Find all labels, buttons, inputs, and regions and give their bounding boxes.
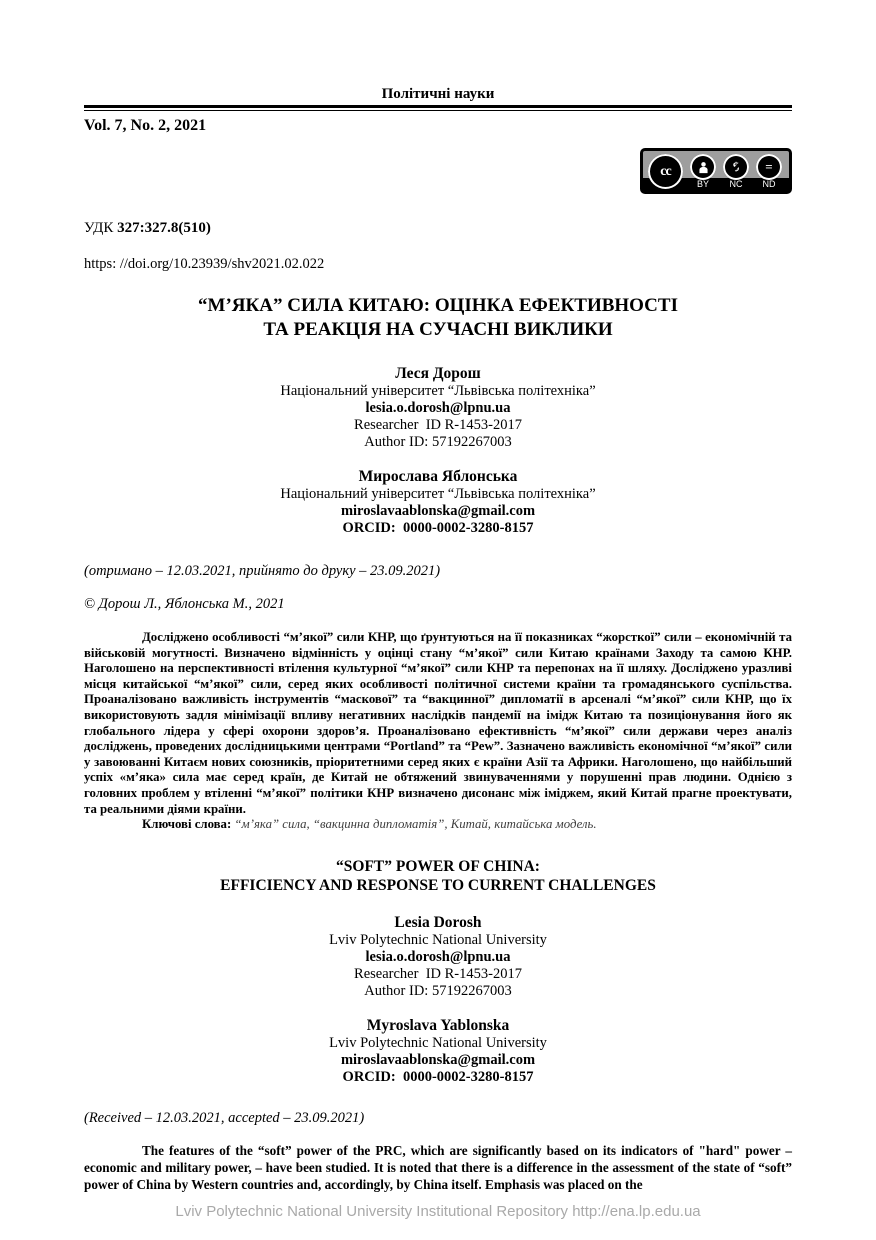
author-id: Author ID: 57192267003 [364, 982, 512, 999]
author-name: Мирослава Яблонська [358, 468, 518, 485]
cc-by-label: BY [696, 179, 709, 189]
author-affiliation: Національний університет “Львівська політехніка” [280, 486, 596, 502]
author-id: Author ID: 57192267003 [364, 434, 512, 450]
cc-nd-icon [756, 154, 782, 180]
cc-nc-label: NC [729, 179, 743, 189]
received-dates-uk: (отримано – 12.03.2021, прийнято до друку – 23.09.2021) [84, 563, 441, 579]
person-icon [696, 160, 711, 175]
keywords-label: Ключові слова: [142, 817, 235, 832]
author-affiliation: Національний університет “Львівська політехніка” [280, 383, 596, 399]
author-researcher-id: Researcher ID R-1453-2017 [354, 417, 522, 433]
author-block-uk-2 [84, 467, 792, 537]
author-name: Myroslava Yablonska [366, 1016, 510, 1034]
article-title-uk-line2: ТА РЕАКЦІЯ НА СУЧАСНІ ВИКЛИКИ [263, 319, 613, 340]
author-researcher-id: Researcher ID R-1453-2017 [354, 965, 522, 982]
article-title-en [84, 857, 792, 895]
article-title-en-line2: EFFICIENCY AND RESPONSE TO CURRENT CHALLENGES [220, 876, 656, 894]
abstract-uk: Досліджено особливості “м’якої” сили КНР, що ґрунтуються на її показниках “жорсткої” сили – економічній та військовій могутності. Визначено відмінність у оцінці стану “м’якої” сили Китаю країнами Заходу та самою КНР. Наголошено на перспективності втілення культурної “м’якої” сили КНР та перепонах на її шляху. Досліджено уразливі місця китайської “м’якої” сили, серед яких особливості політичної системи країни та громадянського суспільства. Проаналізовано важливість інструментів “маскової” та “вакцинної” дипломатії в арсеналі “м’якої” сили КНР, що їх використовують задля мінімізації впливу негативних наслідків пандемії на імідж Китаю та позиціонування його як глобального лідера у сфері охорони здоров’я. Проаналізовано ефективність “м’якої” сили держави через аналіз досліджень, проведених дослідницькими центрами “Portland” та “Pew”. Зазначено важливість економічної “м’якої” сили у завоюванні Китаєм нових союзників, пріоритетними серед яких є країни Азії та Африки. Наголошено, що найбільший успіх «м’яка» сила має серед країн, де Китай не обтяжений звинуваченнями у порушенні прав людини. Однією з головних проблем у втіленні “м’якої” політики КНР визначено дисонанс між іміджем, який Китай прагне проектувати, та реальними діями країни. [84, 630, 792, 816]
abstract-en: The features of the “soft” power of the PRC, which are significantly based on its indicators of "hard" power – economic and military power, – have been studied. It is noted that there is a difference in the assessment of the state of “soft” power of China by Western countries and, accordingly, by China itself. Emphasis was placed on the [84, 1142, 792, 1192]
keywords-text: “м’яка” сила, “вакцинна дипломатія”, Китай, китайська модель. [234, 817, 597, 832]
author-email: miroslavaablonska@gmail.com [340, 1051, 536, 1068]
keywords-uk [84, 817, 792, 833]
copyright-line: © Дорош Л., Яблонська М., 2021 [84, 596, 285, 612]
author-affiliation: Lviv Polytechnic National University [329, 1034, 547, 1051]
article-title-uk [84, 294, 792, 342]
article-title-en-line1: “SOFT” POWER OF CHINA: [336, 857, 540, 875]
author-affiliation: Lviv Polytechnic National University [329, 931, 547, 948]
author-block-en-1 [84, 913, 792, 1000]
journal-section-header: Політичні науки [381, 86, 495, 102]
author-name: Lesia Dorosh [394, 913, 482, 931]
volume-issue: Vol. 7, No. 2, 2021 [84, 117, 207, 134]
author-email: lesia.o.dorosh@lpnu.ua [365, 948, 511, 965]
cc-license-badge [640, 148, 792, 194]
cc-nd-label: ND [762, 179, 776, 189]
author-email: lesia.o.dorosh@lpnu.ua [365, 400, 511, 416]
author-name: Леся Дорош [395, 365, 481, 382]
author-orcid: ORCID: 0000-0002-3280-8157 [342, 520, 534, 536]
cc-nc-icon [723, 154, 749, 180]
author-block-uk-1 [84, 364, 792, 451]
license-row [84, 148, 792, 194]
header-divider [84, 105, 792, 111]
equals-glyph: = [765, 159, 773, 174]
udk-code: 327:327.8(510) [117, 220, 211, 236]
received-dates-en: (Received – 12.03.2021, accepted – 23.09.2021) [84, 1109, 365, 1126]
author-orcid: ORCID: 0000-0002-3280-8157 [342, 1068, 534, 1085]
udk-line [84, 220, 792, 236]
repository-footer: Lviv Polytechnic National University Institutional Repository http://ena.lp.edu.ua [175, 1203, 701, 1220]
cc-icon [648, 154, 683, 189]
cc-glyph: cc [660, 163, 671, 179]
cc-by-person-icon [690, 154, 716, 180]
doi-line: https: //doi.org/10.23939/shv2021.02.022 [84, 256, 325, 272]
udk-label: УДК [84, 220, 118, 236]
article-title-uk-line1: “М’ЯКА” СИЛА КИТАЮ: ОЦІНКА ЕФЕКТИВНОСТІ [198, 295, 678, 316]
author-block-en-2 [84, 1016, 792, 1086]
author-email: miroslavaablonska@gmail.com [340, 503, 536, 519]
